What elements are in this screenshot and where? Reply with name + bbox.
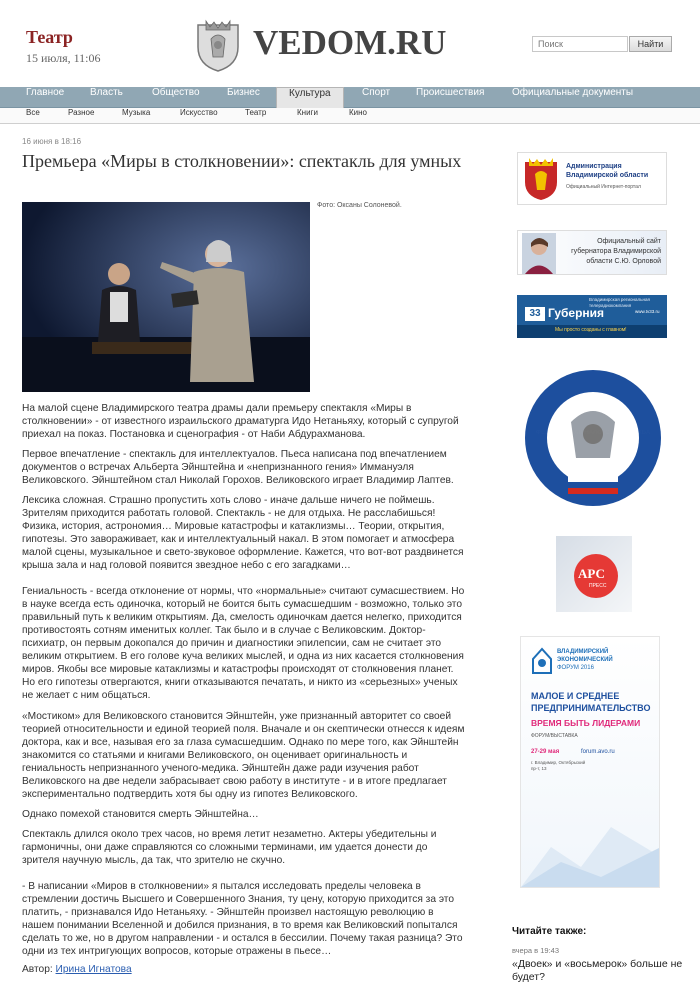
banner-fns[interactable] — [524, 362, 662, 514]
forum-headline3: ВРЕМЯ БЫТЬ ЛИДЕРАМИ — [531, 718, 641, 728]
article-paragraph: - В написании «Миров в столкновении» я пытался исследовать пределы человека в стремлении достичь Высшего и Совершенного Знания, ту цену, которую приходится за это платить, - признавался Идо Нетаньяху. - Эйнштейн произвел настоящую революцию в нашем понимании Вселенной и добился признания, в то время как Великовский попытался сделать то же, но в другом направлении - и остался в бессилии. Почему такая разница? Это одни из тех интригующих вопросов, которые отражены в пьесе… — [22, 881, 463, 957]
governor-photo — [522, 233, 556, 274]
tax-service-emblem-icon — [524, 362, 662, 514]
logo-text: VEDOM.RU — [253, 23, 447, 62]
forum-logo-icon — [531, 647, 553, 675]
banner1-line2: Владимирской области — [566, 172, 649, 179]
article-date: 16 июня в 18:16 — [22, 137, 82, 146]
article-paragraph: На малой сцене Владимирского театра драмы дали премьеру спектакля «Миры в столкновении» - от известного израильского драматурга Идо Нетаньяху, который с супругой приехал на показ. Постановка и сценография - от Наби Абдурахманова. — [22, 403, 459, 440]
nav-item-sport[interactable]: Спорт — [362, 87, 391, 98]
forum-title3: ФОРУМ 2016 — [557, 665, 594, 671]
article-author — [22, 964, 132, 975]
banner3-top1: Владимирская региональная — [589, 297, 650, 302]
article-paragraph: «Мостиком» для Великовского становится Эйнштейн, уже признанный авторитет со своей теорией относительности и единой теорией поля. Вначале и он скептически отнесся к идеям доктора, как и все, называя его за глаза сумасшедшим. Однако по мере того, как Эйнштейн знакомится со статьями и книгами Великовского, он оценивает оригинальность и гениальность непризнанного ученого-медика. Эйнштейн даже ради изучения работ Великовского на две недели забрасывает свою работу в институте - и в итоге предлагает экспериментально подтвердить хотя бы одну из гипотез Великовского. — [22, 711, 465, 800]
forum-dates: 27-29 мая — [531, 749, 560, 755]
forum-headline1: МАЛОЕ И СРЕДНЕЕ — [531, 691, 620, 701]
header-datetime: 15 июля, 11:06 — [26, 51, 101, 65]
article-title: Премьера «Миры в столкновении»: спектакль для умных — [22, 151, 462, 171]
article-photo[interactable] — [22, 202, 310, 392]
banner-gubernia[interactable] — [517, 295, 667, 338]
subnav-item-cinema[interactable]: Кино — [349, 108, 367, 117]
forum-headline2: ПРЕДПРИНИМАТЕЛЬСТВО — [531, 703, 651, 713]
article-paragraph: Первое впечатление - спектакль для интеллектуалов. Пьеса написана под впечатлением документов о встречах Альберта Эйнштейна и «непризнанного гения» Иммануэля Великовского. Эйнштейном стал Николай Горохов. Великовского играет Владимир Лаптев. — [22, 449, 454, 486]
article-paragraph: Однако помехой становится смерть Эйнштейна… — [22, 809, 259, 820]
banner3-name: Губерния — [548, 306, 605, 320]
article-paragraph: Гениальность - всегда отклонение от нормы, что «нормальные» считают сумасшествием. Но в науке всегда есть одиночка, который не боится быть сумасшедшим - возможно, только это правильный путь к великим открытиям. Да, смелость одиночкам дается нелегко, приходится противостоять сотням именитых коллег. Так было и в случае с Великовским. Доктор-психиатр, он первым докопался до причин и диагностики эпилепсии, сам не считает это великим открытием. В его голове куча великих мыслей, и одна из них касается столкновения миров. Якобы все мировые катаклизмы и катастрофы происходят от столкновения планет. Но его гипотезы отвергаются, книги отказываются печатать, и никто из «серьезных» ученых не желает с ним общаться. — [22, 586, 465, 701]
search-button[interactable]: Найти — [629, 36, 672, 52]
banner3-number: 33 — [525, 307, 545, 321]
stage-photo-image — [22, 202, 310, 392]
forum-expo: ФОРУМ/ВЫСТАВКА — [531, 733, 578, 739]
site-header — [0, 0, 700, 86]
section-title[interactable]: Театр — [26, 27, 73, 47]
region-crest-icon — [521, 156, 561, 202]
author-label: Автор: — [22, 964, 53, 975]
banner-economic-forum[interactable] — [520, 636, 660, 888]
nav-item-incidents[interactable]: Происшествия — [416, 87, 485, 98]
banner2-line1: Официальный сайт — [597, 238, 661, 245]
subnav-item-books[interactable]: Книги — [297, 108, 318, 117]
forum-address: г. Владимир, Октябрьский пр-т, 13 — [531, 760, 586, 771]
banner-administration[interactable] — [517, 152, 667, 205]
article-paragraph: Спектакль длился около трех часов, но время летит незаметно. Актеры убедительны и гармоничны, они даже справляются со сложными терминами, им удается донести до зрителя научную мысль, да так, что зрителю не скучно. — [22, 829, 437, 866]
fns-text — [524, 430, 662, 436]
banner3-site: www.tv33.ru — [635, 309, 660, 314]
read-also-link[interactable]: «Двоек» и «восьмерок» больше не будет? — [512, 958, 683, 983]
nav-item-documents[interactable]: Официальные документы — [512, 87, 634, 98]
nav-item-main[interactable]: Главное — [26, 87, 65, 98]
subnav-item-theatre[interactable]: Театр — [245, 108, 267, 117]
banner-arc-press[interactable] — [556, 536, 632, 612]
banner2-line2: губернатора Владимирской — [571, 248, 661, 255]
banner2-line3: области С.Ю. Орловой — [586, 258, 661, 265]
author-link[interactable]: Ирина Игнатова — [55, 964, 132, 975]
banner-governor[interactable] — [517, 230, 667, 275]
forum-title1: ВЛАДИМИРСКИЙ — [557, 649, 609, 655]
nav-item-business[interactable]: Бизнес — [227, 87, 260, 98]
read-also-date: вчера в 19:43 — [512, 946, 559, 955]
banner3-slogan: Мы просто созданы с главном! — [555, 327, 627, 333]
arc-sub: ПРЕСС — [589, 583, 607, 589]
nav-item-culture[interactable]: Культура — [276, 87, 344, 109]
photo-caption: Фото: Оксаны Солоневой. — [317, 202, 402, 209]
crest-icon — [193, 17, 243, 73]
banner1-line1: Администрация — [566, 163, 622, 170]
main-nav — [0, 87, 700, 108]
sub-nav — [0, 108, 700, 124]
nav-item-power[interactable]: Власть — [90, 87, 123, 98]
search-input[interactable] — [532, 36, 628, 52]
subnav-item-misc[interactable]: Разное — [68, 108, 95, 117]
forum-title2: ЭКОНОМИЧЕСКИЙ — [557, 657, 613, 663]
banner1-line3: Официальный Интернет-портал — [566, 184, 641, 190]
banner3-top2: телерадиокомпания — [589, 303, 632, 308]
subnav-item-all[interactable]: Все — [26, 108, 40, 117]
subnav-item-music[interactable]: Музыка — [122, 108, 151, 117]
site-logo[interactable] — [193, 17, 473, 73]
article-paragraph: Лексика сложная. Страшно пропустить хоть слово - иначе дальше ничего не поймешь. Зрителям приходится работать головой. Спектакль - не для отдыха. Не расслабишься! Физика, история, астрономия… Мировые катастрофы и катаклизмы… Теории, открытия, гипотезы. Это завораживает, как и интеллектуальный накал. В этом помогает и атмосфера малой сцены, музыкальное и свето-звуковое оформление. Кажется, что вот-вот раздвинется крыша зала и над головой появится звездное небо с его загадками… — [22, 495, 464, 571]
portrait-icon — [522, 233, 556, 274]
arc-logo-text: АРС — [578, 566, 605, 581]
nav-item-society[interactable]: Общество — [152, 87, 200, 98]
forum-site: forum.avo.ru — [581, 749, 615, 755]
forum-pattern-icon — [521, 787, 660, 887]
subnav-item-art[interactable]: Искусство — [180, 108, 218, 117]
read-also-heading: Читайте также: — [512, 926, 587, 937]
